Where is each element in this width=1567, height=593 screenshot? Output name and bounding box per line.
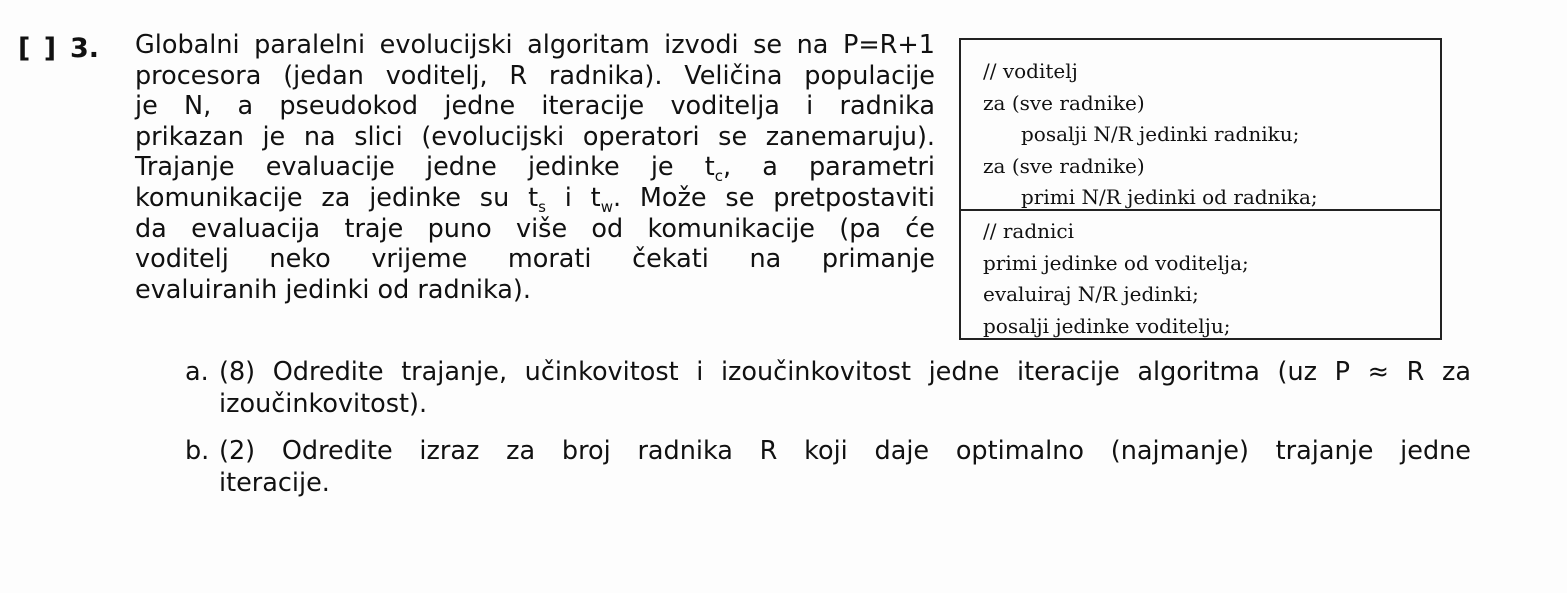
intro-line-comm-params	[135, 182, 935, 217]
code-line: primi jedinke od voditelja;	[983, 250, 1249, 275]
intro-line: je N, a pseudokod jedne iteracije voditelja i radnika	[135, 91, 935, 122]
intro-line: prikazan je na slici (evolucijski operatori se zanemaruju).	[135, 121, 935, 152]
intro-line-eval-time	[135, 152, 935, 186]
intro-text: Trajanje evaluacije jedne jedinke je t	[135, 152, 715, 183]
intro-line: Globalni paralelni evolucijski algoritam izvodi se na P=R+1	[135, 30, 935, 60]
code-line: posalji N/R jedinki radniku;	[1021, 122, 1300, 146]
intro-text: i t	[545, 182, 601, 213]
worker-code	[983, 216, 1249, 342]
code-line: // radnici	[983, 219, 1074, 243]
subquestion-text	[219, 435, 1471, 499]
subquestion-a	[185, 356, 1471, 420]
subquestion-line: izoučinkovitost).	[219, 389, 428, 419]
subquestion-label: a.	[185, 357, 209, 387]
intro-line: evaluiranih jedinki od radnika).	[135, 274, 531, 305]
leader-code	[983, 56, 1318, 214]
subscript-c: c	[714, 167, 723, 186]
code-line: // voditelj	[983, 59, 1078, 83]
subquestion-line: iteracije.	[219, 468, 330, 498]
code-line: za (sve radnike)	[983, 90, 1145, 115]
intro-line: da evaluacija traje puno više od komunikacije (pa će	[135, 213, 935, 244]
code-line: primi N/R jedinki od radnika;	[1021, 185, 1318, 209]
intro-line: voditelj neko vrijeme morati čekati na primanje	[135, 244, 935, 275]
subquestion-b	[185, 435, 1471, 499]
subscript-w: w	[600, 198, 613, 217]
subquestion-line: (2) Odredite izraz za broj radnika R koji daje optimalno (najmanje) trajanje jedne	[219, 436, 1471, 466]
intro-line: procesora (jedan voditelj, R radnika). Veličina populacije	[135, 60, 935, 91]
question-number: 3.	[70, 33, 100, 64]
subquestion-line: (8) Odredite trajanje, učinkovitost i izoučinkovitost jedne iteracije algoritma (uz P ≈ R za	[219, 357, 1471, 387]
code-line: evaluiraj N/R jedinki;	[983, 282, 1199, 306]
subquestion-text	[219, 356, 1471, 420]
intro-text: komunikacije za jedinke su t	[135, 182, 539, 213]
code-line: posalji jedinke voditelju;	[983, 313, 1231, 338]
code-line: za (sve radnike)	[983, 153, 1145, 178]
answer-checkbox[interactable]: [ ]	[18, 33, 59, 64]
code-divider	[961, 209, 1440, 211]
intro-text: . Može se pretpostaviti	[612, 182, 935, 213]
subscript-s: s	[538, 198, 546, 217]
subquestion-label: b.	[185, 436, 210, 466]
intro-text: , a parametri	[722, 152, 935, 183]
question-intro	[135, 30, 935, 305]
pseudocode-box	[959, 38, 1442, 340]
